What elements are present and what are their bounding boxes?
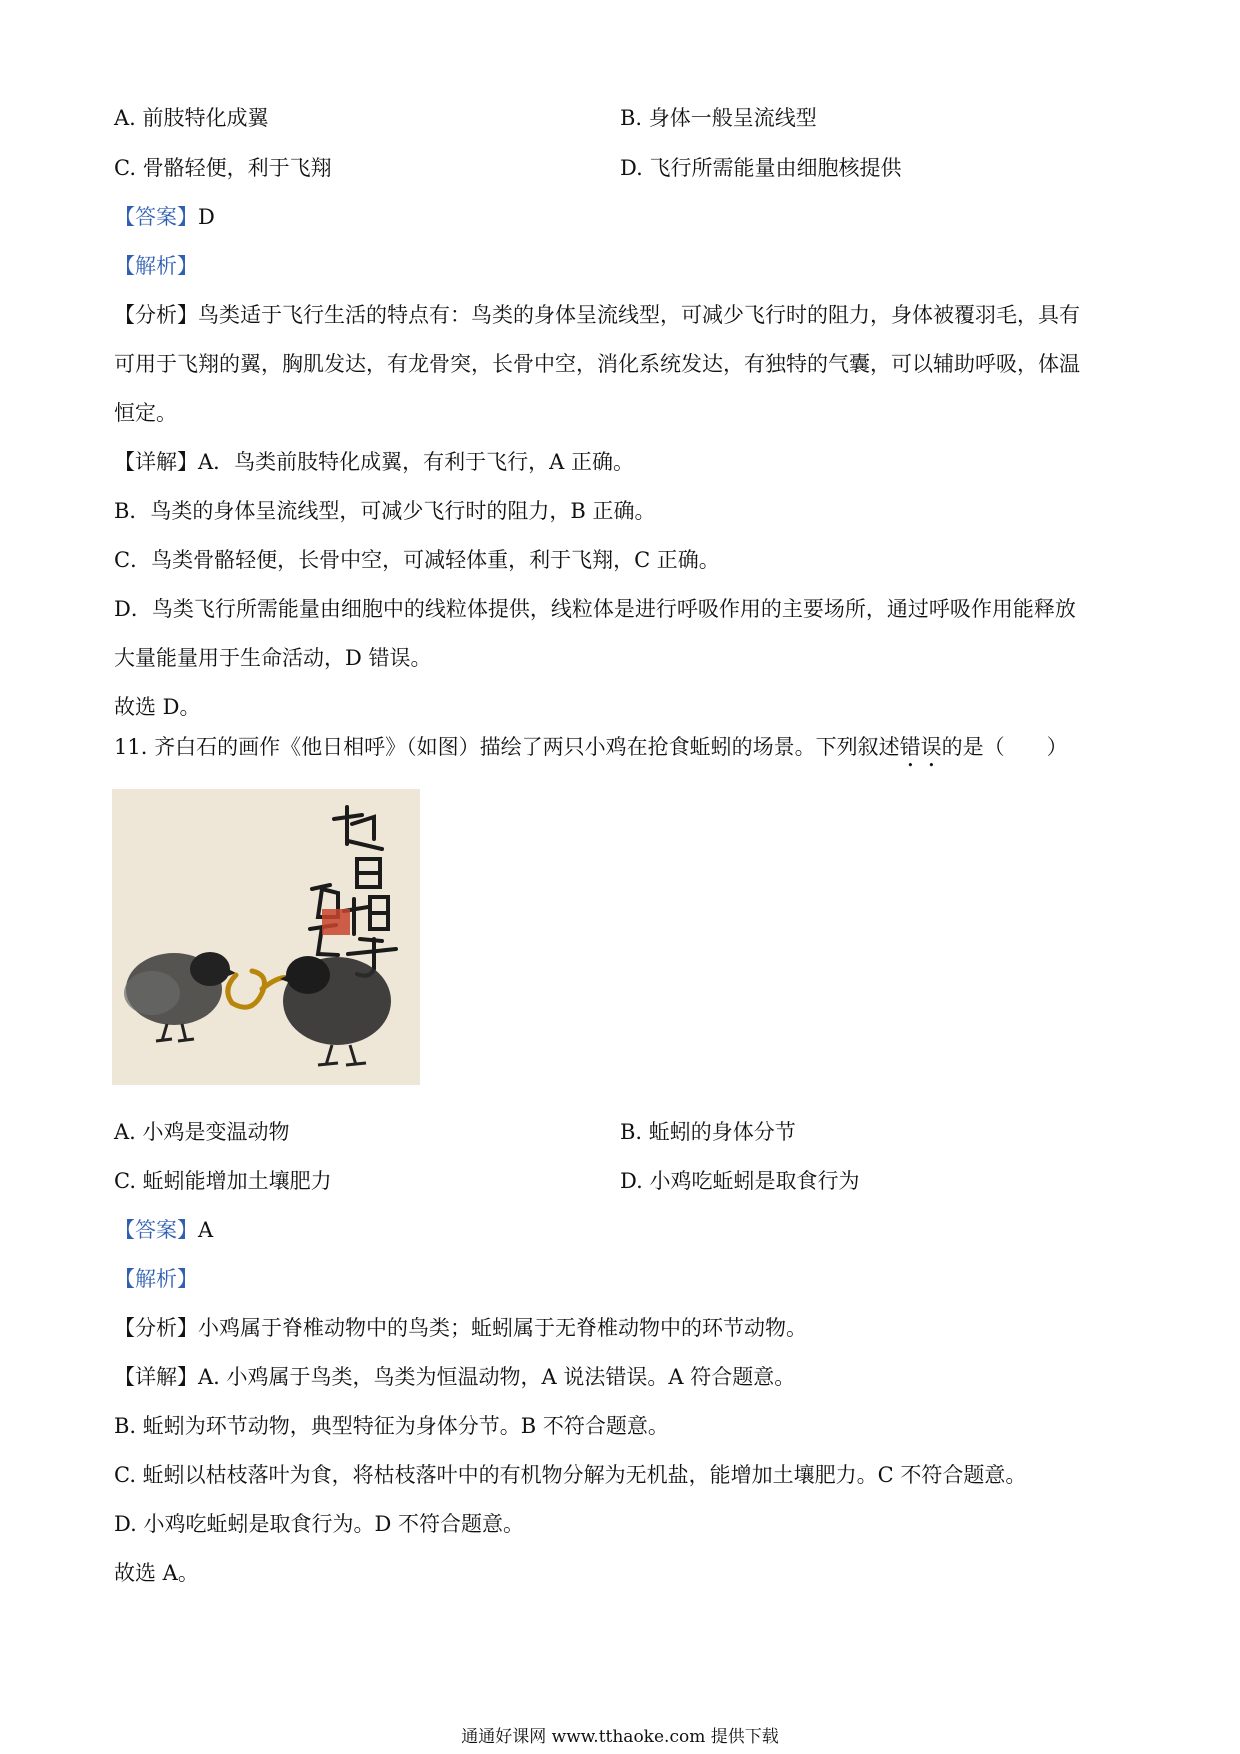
question-tail: 的是（ ） xyxy=(941,735,1068,759)
detail-tag: 【详解】 xyxy=(114,450,198,474)
q11-analysis-tag: 【解析】 xyxy=(114,1267,198,1291)
q10-conclusion: 故选 D。 xyxy=(114,695,201,719)
q10-detail-b: B．鸟类的身体呈流线型，可减少飞行时的阻力，B 正确。 xyxy=(114,499,656,523)
answer-tag: 【答案】 xyxy=(114,1218,198,1242)
question-emphasis: 错误 xyxy=(899,735,942,759)
fenxi-text: 小鸡属于脊椎动物中的鸟类；蚯蚓属于无脊椎动物中的环节动物。 xyxy=(198,1316,807,1340)
q10-detail-d2: 大量能量用于生命活动，D 错误。 xyxy=(114,646,432,670)
seal-stamp xyxy=(322,909,350,935)
q11-answer xyxy=(114,1216,213,1244)
painting-chicks-earthworm xyxy=(112,789,420,1085)
detail-tag: 【详解】 xyxy=(114,1365,198,1389)
answer-value: A xyxy=(198,1218,214,1242)
q10-detail-a xyxy=(114,448,634,476)
q11-question xyxy=(114,733,1068,772)
detail-text: A．鸟类前肢特化成翼，有利于飞行，A 正确。 xyxy=(198,450,635,474)
detail-text: A. 小鸡属于鸟类，鸟类为恒温动物，A 说法错误。A 符合题意。 xyxy=(198,1365,796,1389)
q10-answer xyxy=(114,203,215,231)
q11-option-c: C. 蚯蚓能增加土壤肥力 xyxy=(114,1169,332,1193)
q10-analysis-tag: 【解析】 xyxy=(114,254,198,278)
q11-option-b: B. 蚯蚓的身体分节 xyxy=(620,1120,796,1144)
answer-value: D xyxy=(198,205,215,229)
q11-detail-c: C. 蚯蚓以枯枝落叶为食，将枯枝落叶中的有机物分解为无机盐，能增加土壤肥力。C 不符合题意。 xyxy=(114,1463,1027,1487)
answer-tag: 【答案】 xyxy=(114,205,198,229)
q10-option-b: B. 身体一般呈流线型 xyxy=(620,106,817,130)
painting-image xyxy=(112,789,420,1085)
q10-fenxi-line1 xyxy=(114,301,1080,329)
fenxi-text: 鸟类适于飞行生活的特点有：鸟类的身体呈流线型，可减少飞行时的阻力，身体被覆羽毛，具有 xyxy=(198,303,1080,327)
fenxi-tag: 【分析】 xyxy=(114,303,198,327)
q10-detail-d1: D．鸟类飞行所需能量由细胞中的线粒体提供，线粒体是进行呼吸作用的主要场所，通过呼吸作用能释放 xyxy=(114,597,1076,621)
q11-option-a: A. 小鸡是变温动物 xyxy=(114,1120,290,1144)
fenxi-tag: 【分析】 xyxy=(114,1316,198,1340)
q11-detail-b: B. 蚯蚓为环节动物，典型特征为身体分节。B 不符合题意。 xyxy=(114,1414,669,1438)
q10-option-a: A. 前肢特化成翼 xyxy=(114,106,269,130)
q11-fenxi xyxy=(114,1314,807,1342)
q11-option-d: D. 小鸡吃蚯蚓是取食行为 xyxy=(620,1169,860,1193)
q10-detail-c: C．鸟类骨骼轻便，长骨中空，可减轻体重，利于飞翔，C 正确。 xyxy=(114,548,720,572)
q10-option-c: C. 骨骼轻便，利于飞翔 xyxy=(114,156,332,180)
q10-fenxi-line3: 恒定。 xyxy=(114,401,177,425)
question-text: 11. 齐白石的画作《他日相呼》（如图）描绘了两只小鸡在抢食蚯蚓的场景。下列叙述 xyxy=(114,735,900,759)
q11-detail-d: D. 小鸡吃蚯蚓是取食行为。D 不符合题意。 xyxy=(114,1512,524,1536)
q10-option-d: D. 飞行所需能量由细胞核提供 xyxy=(620,156,902,180)
q10-fenxi-line2: 可用于飞翔的翼，胸肌发达，有龙骨突，长骨中空，消化系统发达，有独特的气囊，可以辅助呼吸，体温 xyxy=(114,352,1080,376)
q11-detail-a xyxy=(114,1363,795,1391)
q11-conclusion: 故选 A。 xyxy=(114,1561,199,1585)
page-footer: 通通好课网 www.tthaoke.com 提供下载 xyxy=(461,1727,779,1747)
